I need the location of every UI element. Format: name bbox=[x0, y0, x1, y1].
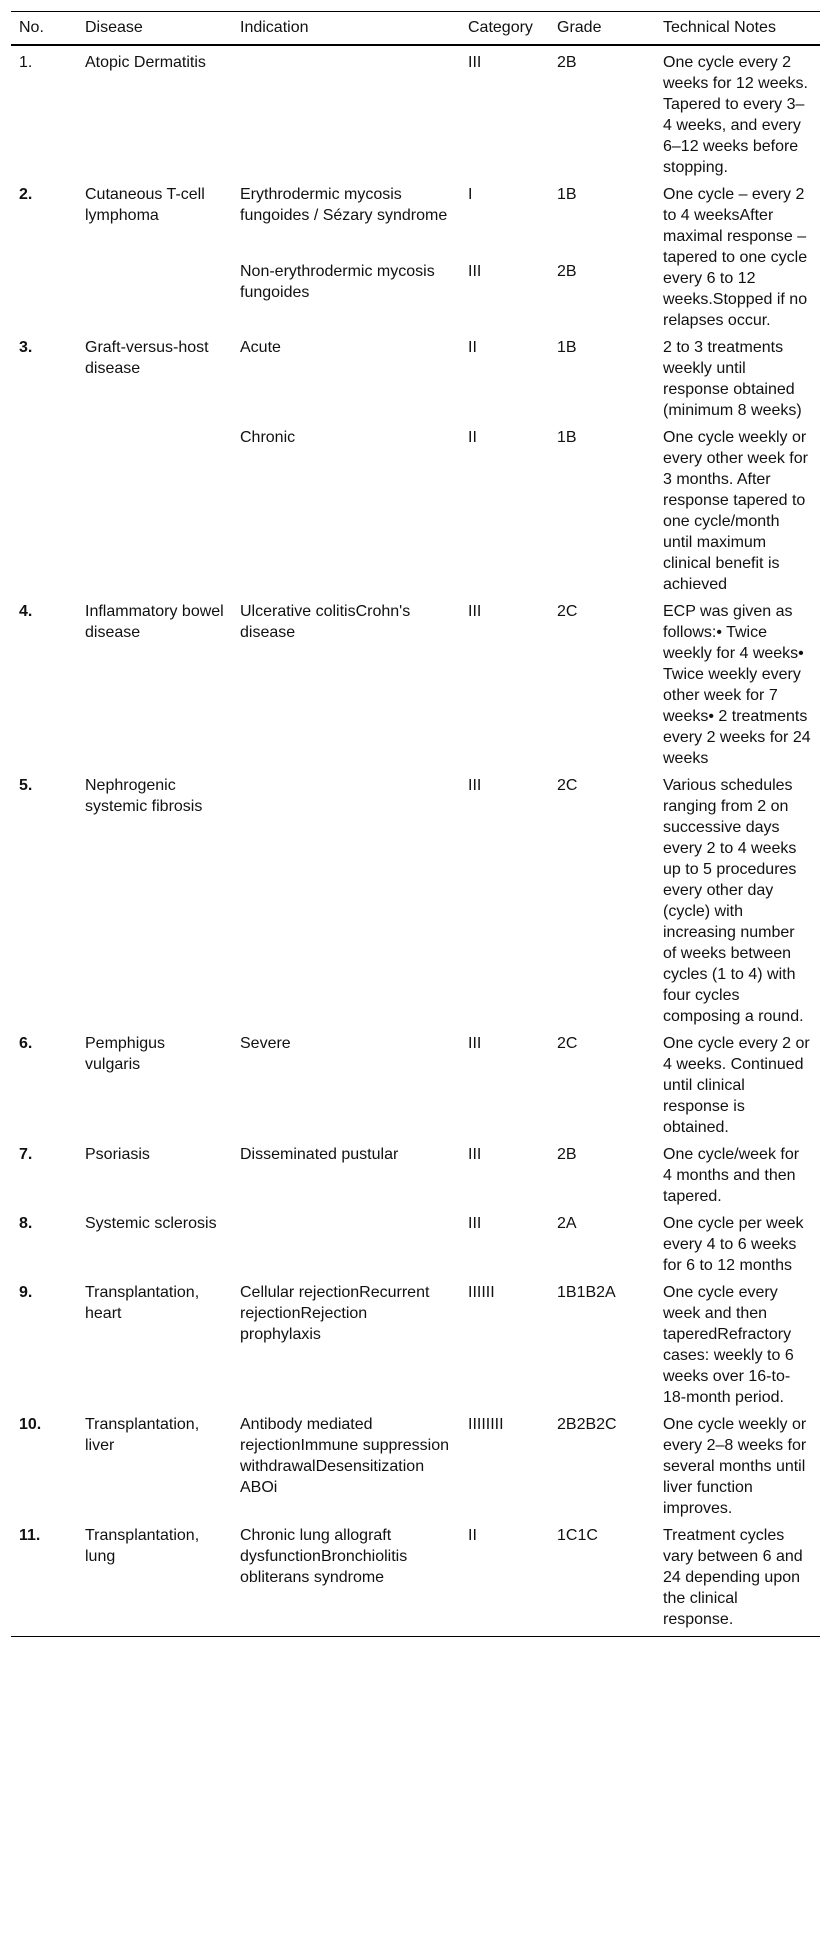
table-row bbox=[11, 1519, 820, 1637]
cell-no: 7. bbox=[19, 1146, 33, 1163]
table-row bbox=[11, 1027, 820, 1138]
cell-disease: Systemic sclerosis bbox=[85, 1215, 217, 1232]
cell-disease: Atopic Dermatitis bbox=[85, 54, 206, 71]
cell-disease: Transplantation, liver bbox=[85, 1416, 200, 1454]
cell-disease: Transplantation, lung bbox=[77, 1519, 232, 1637]
cell-category: IIIIIIII bbox=[468, 1416, 504, 1433]
cell-indication: Erythrodermic mycosis fungoides / Sézary syndrome bbox=[240, 186, 448, 224]
table-row bbox=[11, 1207, 820, 1276]
cell-disease: Transplantation, heart bbox=[85, 1284, 200, 1322]
cell-category: III bbox=[468, 54, 482, 71]
table-row bbox=[11, 331, 820, 421]
cell-grade: 1B bbox=[557, 429, 577, 446]
cell-disease bbox=[77, 255, 232, 332]
table-row bbox=[11, 45, 820, 178]
cell-technical-notes: Treatment cycles vary between 6 and 24 depending upon the clinical response. bbox=[655, 1519, 820, 1637]
cell-category: III bbox=[468, 603, 482, 620]
header-no: No. bbox=[11, 12, 77, 46]
cell-no: 4. bbox=[19, 603, 33, 620]
cell-indication bbox=[232, 1207, 460, 1276]
cell-technical-notes: One cycle per week every 4 to 6 weeks for 6 to 12 months bbox=[663, 1215, 804, 1274]
cell-category: III bbox=[468, 262, 482, 280]
cell-grade: 2C bbox=[557, 1035, 578, 1052]
table-row bbox=[11, 1408, 820, 1519]
cell-no: 10. bbox=[19, 1416, 42, 1433]
cell-category: III bbox=[468, 777, 482, 794]
cell-indication: Antibody mediated rejectionImmune suppression withdrawalDesensitization ABOi bbox=[240, 1416, 449, 1496]
cell-technical-notes: ECP was given as follows:• Twice weekly for 4 weeks• Twice weekly every other week for 7 weeks• 2 treatments every 2 weeks for 24 weeks bbox=[663, 603, 811, 767]
cell-technical-notes: One cycle every week and then taperedRefractory cases: weekly to 6 weeks over 16-to-18-month period. bbox=[663, 1284, 794, 1406]
cell-technical-notes: One cycle weekly or every other week for 3 months. After response tapered to one cycle/month until maximum clinical benefit is achieved bbox=[663, 429, 808, 593]
cell-disease: Cutaneous T-cell lymphoma bbox=[85, 186, 205, 224]
cell-no: 5. bbox=[19, 777, 33, 794]
header-category: Category bbox=[460, 12, 549, 46]
header-indication: Indication bbox=[232, 12, 460, 46]
table-body bbox=[11, 45, 820, 1637]
cell-technical-notes: One cycle weekly or every 2–8 weeks for several months until liver function improves. bbox=[663, 1416, 807, 1517]
cell-grade: 2B bbox=[557, 262, 577, 280]
header-row bbox=[11, 12, 820, 46]
cell-grade: 1B bbox=[557, 339, 577, 356]
cell-disease: Nephrogenic systemic fibrosis bbox=[85, 777, 203, 815]
cell-grade: 1B bbox=[557, 186, 577, 203]
cell-category: II bbox=[468, 429, 477, 446]
cell-no: 6. bbox=[19, 1035, 33, 1052]
cell-grade: 2C bbox=[557, 777, 578, 794]
cell-no: 1. bbox=[19, 54, 33, 71]
cell-technical-notes: One cycle every 2 or 4 weeks. Continued until clinical response is obtained. bbox=[663, 1035, 810, 1136]
cell-category: IIIIII bbox=[468, 1284, 495, 1301]
cell-disease: Pemphigus vulgaris bbox=[85, 1035, 166, 1073]
cell-category: II bbox=[460, 1519, 549, 1637]
cell-technical-notes: Various schedules ranging from 2 on successive days every 2 to 4 weeks up to 5 procedures every other day (cycle) with increasing number of weeks between cycles (1 to 4) with four cycles composing a round. bbox=[663, 777, 804, 1025]
cell-disease: Psoriasis bbox=[85, 1146, 150, 1163]
cell-no: 11. bbox=[11, 1519, 77, 1637]
cell-category: III bbox=[468, 1035, 482, 1052]
cell-grade: 2C bbox=[557, 603, 578, 620]
cell-technical-notes: One cycle every 2 weeks for 12 weeks. Tapered to every 3–4 weeks, and every 6–12 weeks before stopping. bbox=[663, 54, 808, 176]
cell-no bbox=[11, 421, 77, 595]
cell-grade: 2B bbox=[557, 1146, 577, 1163]
header-grade: Grade bbox=[549, 12, 655, 46]
table-row bbox=[11, 595, 820, 769]
table-row bbox=[11, 421, 820, 595]
header-technical-notes: Technical Notes bbox=[655, 12, 820, 46]
cell-no: 9. bbox=[19, 1284, 33, 1301]
cell-no: 3. bbox=[19, 339, 33, 356]
cell-disease: Graft-versus-host disease bbox=[85, 339, 209, 377]
table-row bbox=[11, 769, 820, 1027]
table-row bbox=[11, 178, 820, 255]
cell-indication: Severe bbox=[240, 1035, 291, 1052]
ecp-indications-table bbox=[11, 11, 820, 1637]
cell-indication: Disseminated pustular bbox=[240, 1146, 399, 1163]
table-header bbox=[11, 12, 820, 46]
cell-category: I bbox=[468, 186, 473, 203]
cell-grade: 2A bbox=[557, 1215, 577, 1232]
cell-indication: Chronic bbox=[240, 429, 296, 446]
cell-disease: Inflammatory bowel disease bbox=[85, 603, 224, 641]
cell-category: III bbox=[468, 1215, 482, 1232]
cell-indication: Ulcerative colitisCrohn's disease bbox=[240, 603, 411, 641]
cell-no bbox=[11, 255, 77, 332]
cell-disease bbox=[77, 421, 232, 595]
cell-grade: 1C1C bbox=[549, 1519, 655, 1637]
cell-indication: Non-erythrodermic mycosis fungoides bbox=[240, 262, 435, 301]
cell-category: III bbox=[468, 1146, 482, 1163]
cell-technical-notes: One cycle/week for 4 months and then tapered. bbox=[663, 1146, 800, 1205]
cell-indication: Cellular rejectionRecurrent rejectionRejection prophylaxis bbox=[240, 1284, 430, 1343]
cell-indication bbox=[232, 45, 460, 178]
cell-grade: 2B bbox=[557, 54, 577, 71]
header-disease: Disease bbox=[77, 12, 232, 46]
cell-category: II bbox=[468, 339, 477, 356]
table-row bbox=[11, 1138, 820, 1207]
cell-indication: Chronic lung allograft dysfunctionBronchiolitis obliterans syndrome bbox=[232, 1519, 460, 1637]
cell-technical-notes: 2 to 3 treatments weekly until response obtained (minimum 8 weeks) bbox=[663, 339, 802, 419]
table-row bbox=[11, 1276, 820, 1408]
cell-indication bbox=[232, 769, 460, 1027]
cell-technical-notes: One cycle – every 2 to 4 weeksAfter maximal response – tapered to one cycle every 6 to 12 weeks.Stopped if no relapses occur. bbox=[663, 186, 808, 329]
cell-no: 8. bbox=[19, 1215, 33, 1232]
cell-no: 2. bbox=[19, 186, 33, 203]
cell-grade: 1B1B2A bbox=[557, 1284, 616, 1301]
cell-indication: Acute bbox=[240, 339, 281, 356]
cell-grade: 2B2B2C bbox=[557, 1416, 617, 1433]
